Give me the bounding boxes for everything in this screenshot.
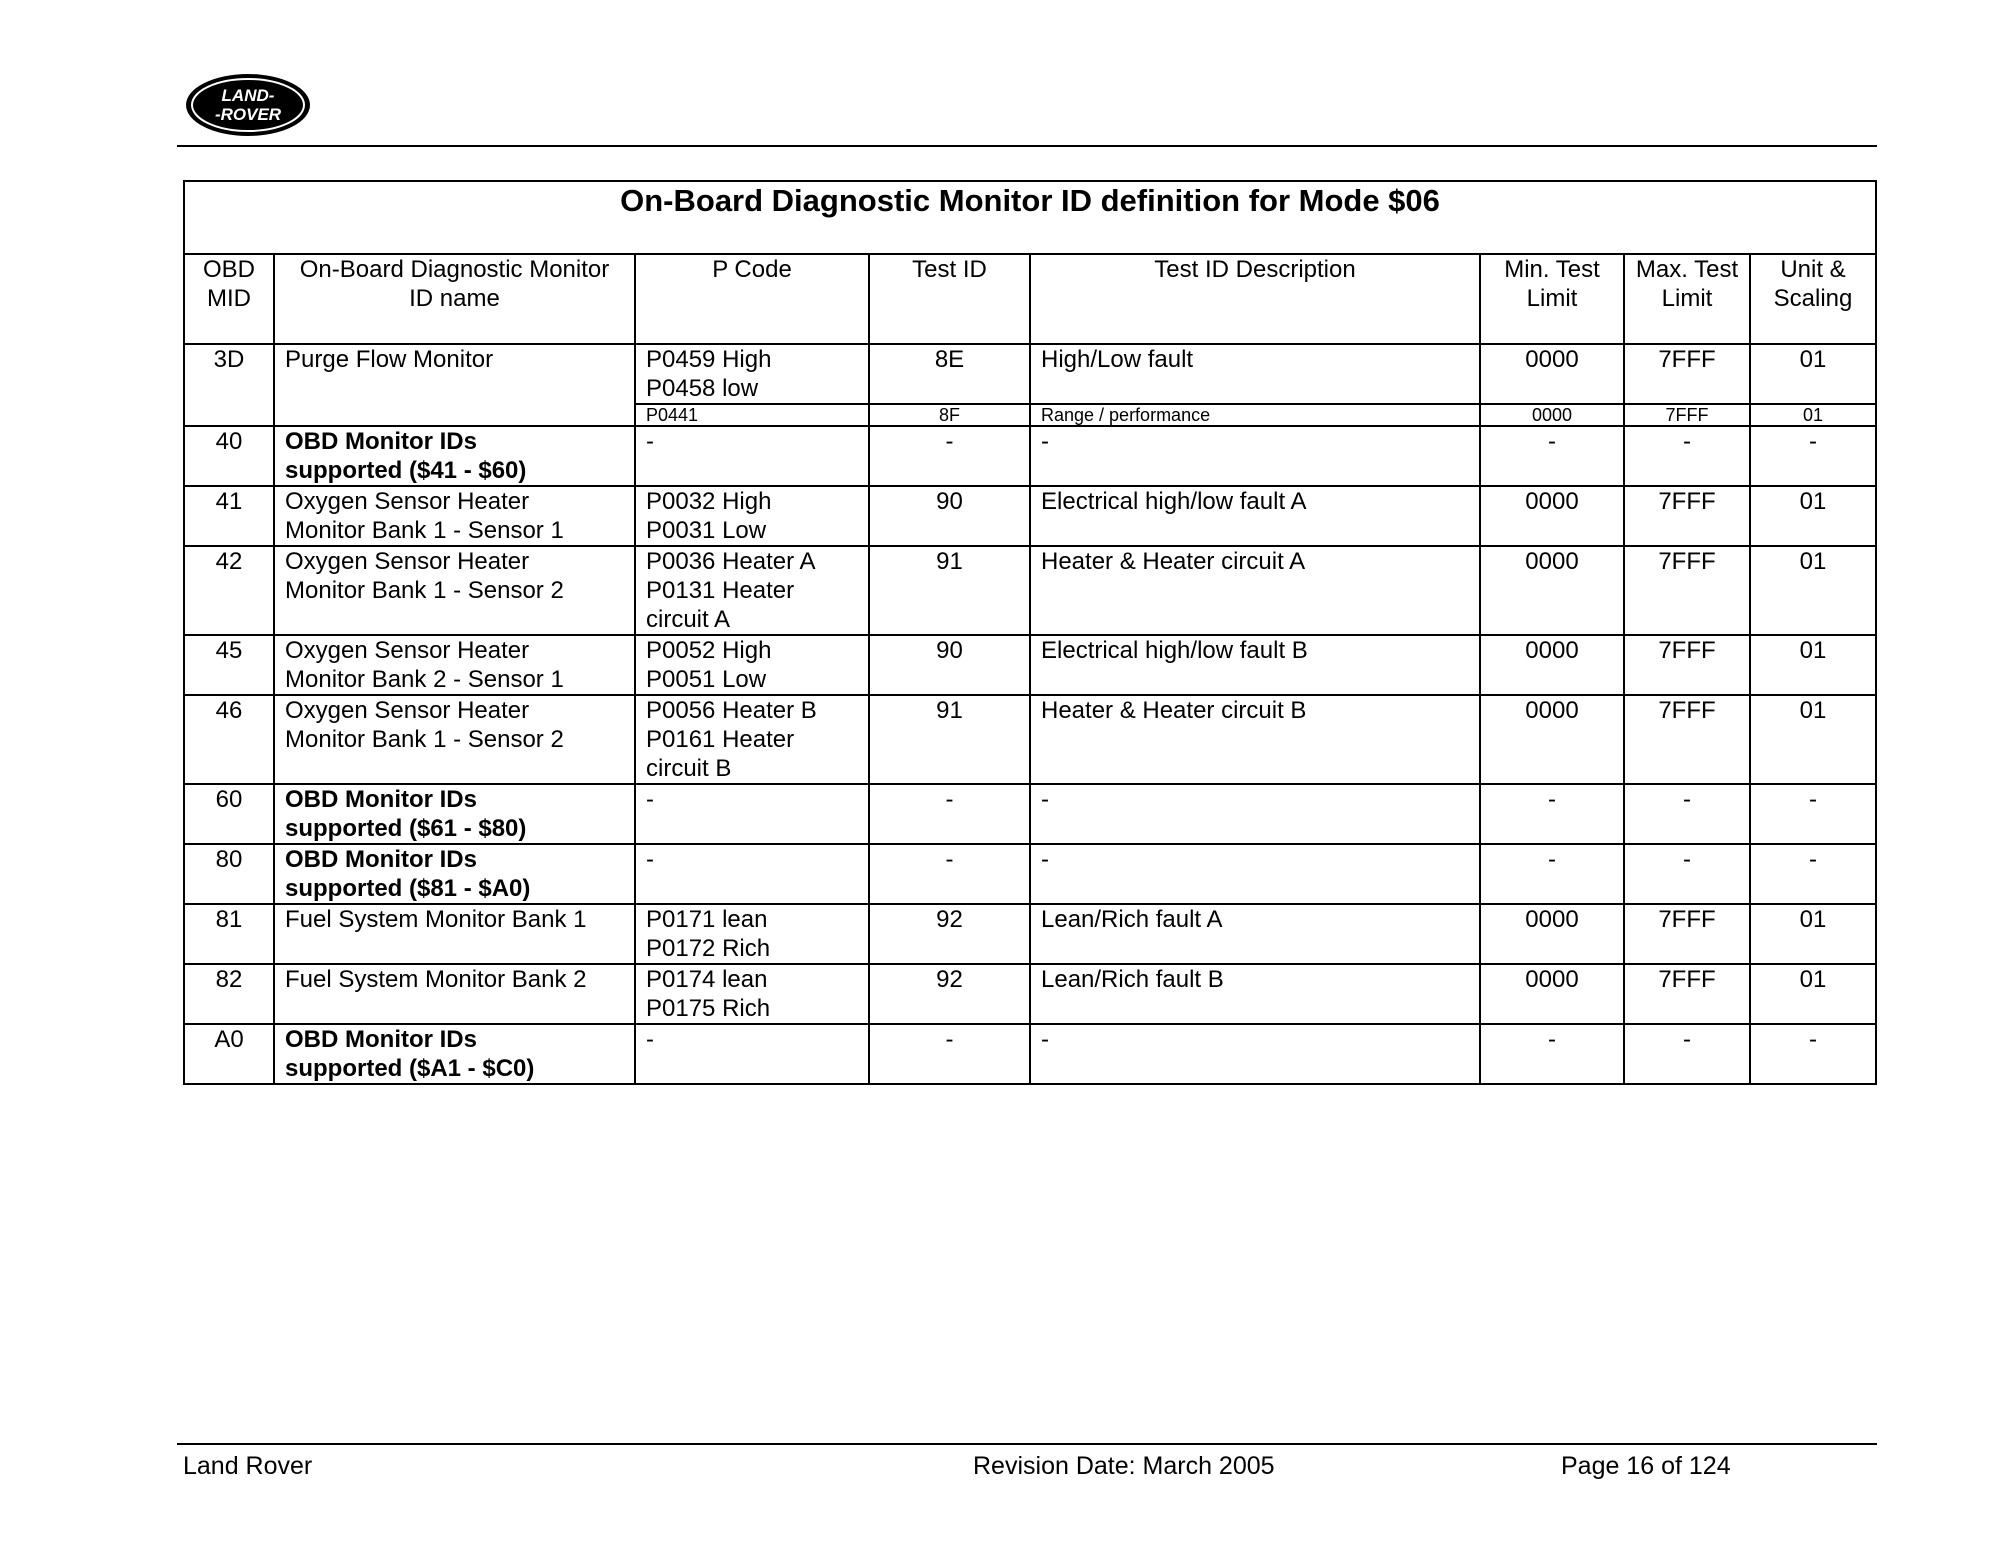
cell-min: 0000 [1480, 546, 1624, 635]
cell-description: - [1030, 426, 1480, 486]
header-max-limit: Max. Test Limit [1624, 254, 1750, 344]
cell-unit: 01 [1750, 695, 1876, 784]
cell-max: 7FFF [1624, 546, 1750, 635]
cell-pcode: - [635, 426, 869, 486]
cell-description: Lean/Rich fault B [1030, 964, 1480, 1024]
cell-max: 7FFF [1624, 486, 1750, 546]
cell-name: Fuel System Monitor Bank 2 [274, 964, 635, 1024]
cell-pcode: P0171 lean P0172 Rich [635, 904, 869, 964]
cell-mid: 60 [184, 784, 274, 844]
cell-min: - [1480, 784, 1624, 844]
cell-name: Fuel System Monitor Bank 1 [274, 904, 635, 964]
table-row [184, 344, 1876, 404]
cell-name: OBD Monitor IDs supported ($61 - $80) [274, 784, 635, 844]
cell-max: 7FFF [1624, 904, 1750, 964]
table-row [184, 1024, 1876, 1084]
cell-name: Oxygen Sensor Heater Monitor Bank 2 - Sensor 1 [274, 635, 635, 695]
cell-name: OBD Monitor IDs supported ($81 - $A0) [274, 844, 635, 904]
obd-monitor-table [183, 180, 1877, 1085]
cell-mid: 82 [184, 964, 274, 1024]
cell-pcode: P0052 High P0051 Low [635, 635, 869, 695]
cell-pcode: P0459 High P0458 low [635, 344, 869, 404]
table-row [184, 635, 1876, 695]
cell-unit: - [1750, 784, 1876, 844]
cell-max: - [1624, 784, 1750, 844]
cell-test-id: - [869, 784, 1030, 844]
cell-pcode: P0056 Heater B P0161 Heater circuit B [635, 695, 869, 784]
cell-mid: A0 [184, 1024, 274, 1084]
cell-test-id: 90 [869, 635, 1030, 695]
footer-page-number: Page 16 of 124 [1561, 1452, 1731, 1480]
land-rover-logo [184, 72, 312, 138]
cell-description: High/Low fault [1030, 344, 1480, 404]
cell-pcode: P0036 Heater A P0131 Heater circuit A [635, 546, 869, 635]
cell-mid: 81 [184, 904, 274, 964]
cell-name: OBD Monitor IDs supported ($A1 - $C0) [274, 1024, 635, 1084]
cell-mid: 40 [184, 426, 274, 486]
cell-name: Oxygen Sensor Heater Monitor Bank 1 - Sensor 2 [274, 695, 635, 784]
header-obd-mid: OBD MID [184, 254, 274, 344]
cell-test-id: 91 [869, 546, 1030, 635]
table-row [184, 695, 1876, 784]
cell-test-id: 91 [869, 695, 1030, 784]
cell-name: OBD Monitor IDs supported ($41 - $60) [274, 426, 635, 486]
logo-text-rover: -ROVER [214, 105, 282, 124]
cell-min: 0000 [1480, 964, 1624, 1024]
cell-mid: 42 [184, 546, 274, 635]
cell-unit: 01 [1750, 486, 1876, 546]
footer-company: Land Rover [183, 1452, 313, 1480]
cell-name: Oxygen Sensor Heater Monitor Bank 1 - Sensor 1 [274, 486, 635, 546]
table-row [184, 784, 1876, 844]
cell-description: Heater & Heater circuit B [1030, 695, 1480, 784]
cell-max: - [1624, 426, 1750, 486]
cell-test-id: - [869, 844, 1030, 904]
cell-pcode: - [635, 1024, 869, 1084]
header-name: On-Board Diagnostic Monitor ID name [274, 254, 635, 344]
cell-name: Purge Flow Monitor [274, 344, 635, 426]
cell-test-id: - [869, 426, 1030, 486]
cell-pcode: P0441 [635, 404, 869, 426]
table-row [184, 964, 1876, 1024]
cell-min: 0000 [1480, 404, 1624, 426]
cell-pcode: P0032 High P0031 Low [635, 486, 869, 546]
cell-max: - [1624, 1024, 1750, 1084]
header-description: Test ID Description [1030, 254, 1480, 344]
cell-pcode: - [635, 784, 869, 844]
cell-unit: 01 [1750, 404, 1876, 426]
cell-mid: 45 [184, 635, 274, 695]
cell-min: - [1480, 1024, 1624, 1084]
cell-test-id: - [869, 1024, 1030, 1084]
footer-rule [177, 1443, 1877, 1445]
cell-unit: 01 [1750, 546, 1876, 635]
cell-mid: 3D [184, 344, 274, 426]
table-row [184, 426, 1876, 486]
cell-max: 7FFF [1624, 344, 1750, 404]
table-row [184, 844, 1876, 904]
cell-min: - [1480, 426, 1624, 486]
footer-revision-date: Revision Date: March 2005 [973, 1452, 1275, 1480]
cell-max: 7FFF [1624, 404, 1750, 426]
cell-max: 7FFF [1624, 964, 1750, 1024]
cell-max: 7FFF [1624, 695, 1750, 784]
cell-mid: 41 [184, 486, 274, 546]
header-min-limit: Min. Test Limit [1480, 254, 1624, 344]
header-rule [177, 145, 1877, 147]
cell-mid: 80 [184, 844, 274, 904]
cell-pcode: - [635, 844, 869, 904]
cell-description: - [1030, 784, 1480, 844]
cell-min: 0000 [1480, 904, 1624, 964]
cell-description: Electrical high/low fault B [1030, 635, 1480, 695]
cell-min: 0000 [1480, 344, 1624, 404]
header-unit-scaling: Unit & Scaling [1750, 254, 1876, 344]
cell-unit: - [1750, 426, 1876, 486]
header-pcode: P Code [635, 254, 869, 344]
cell-unit: 01 [1750, 635, 1876, 695]
cell-test-id: 92 [869, 964, 1030, 1024]
cell-unit: - [1750, 844, 1876, 904]
cell-description: Range / performance [1030, 404, 1480, 426]
cell-description: Electrical high/low fault A [1030, 486, 1480, 546]
cell-description: Heater & Heater circuit A [1030, 546, 1480, 635]
cell-description: Lean/Rich fault A [1030, 904, 1480, 964]
logo-text-land: LAND- [221, 86, 275, 105]
table-row [184, 904, 1876, 964]
cell-max: 7FFF [1624, 635, 1750, 695]
cell-unit: - [1750, 1024, 1876, 1084]
cell-min: - [1480, 844, 1624, 904]
cell-min: 0000 [1480, 486, 1624, 546]
table-row [184, 486, 1876, 546]
cell-max: - [1624, 844, 1750, 904]
cell-test-id: 8E [869, 344, 1030, 404]
cell-unit: 01 [1750, 964, 1876, 1024]
cell-name: Oxygen Sensor Heater Monitor Bank 1 - Sensor 2 [274, 546, 635, 635]
cell-test-id: 92 [869, 904, 1030, 964]
cell-min: 0000 [1480, 635, 1624, 695]
cell-test-id: 8F [869, 404, 1030, 426]
table-row [184, 546, 1876, 635]
cell-description: - [1030, 1024, 1480, 1084]
cell-unit: 01 [1750, 904, 1876, 964]
cell-min: 0000 [1480, 695, 1624, 784]
cell-test-id: 90 [869, 486, 1030, 546]
cell-mid: 46 [184, 695, 274, 784]
header-test-id: Test ID [869, 254, 1030, 344]
table-title: On-Board Diagnostic Monitor ID definition for Mode $06 [184, 181, 1876, 254]
cell-description: - [1030, 844, 1480, 904]
cell-pcode: P0174 lean P0175 Rich [635, 964, 869, 1024]
cell-unit: 01 [1750, 344, 1876, 404]
table-header-row [184, 254, 1876, 344]
